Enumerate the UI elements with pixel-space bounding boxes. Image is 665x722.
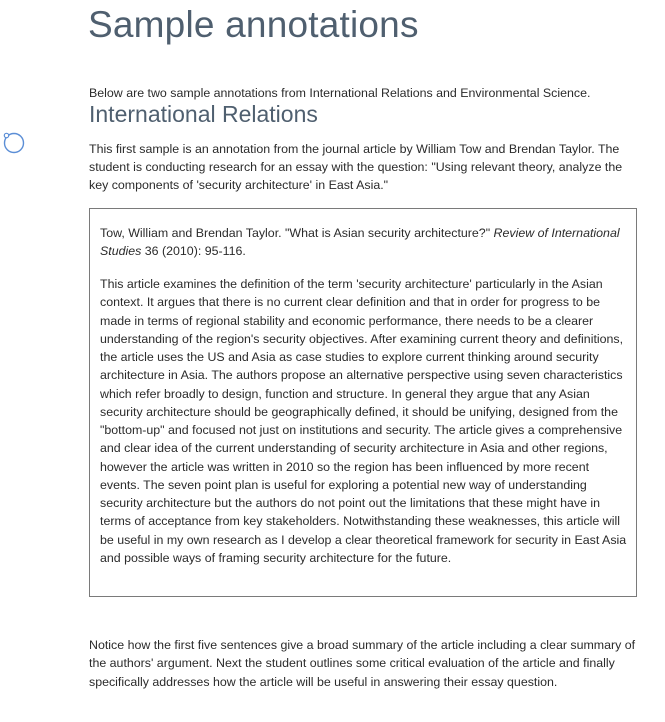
citation-authors-title: Tow, William and Brendan Taylor. "What is Asian security architecture?" xyxy=(100,226,494,240)
section-intro: This first sample is an annotation from the journal article by William Tow and Brendan Taylor. The student is conducting research for an essay with the question: "Using relevant theory, analyze the key components of 'security architecture' in East Asia." xyxy=(89,142,623,193)
citation-details: 36 (2010): 95-116. xyxy=(141,244,246,259)
annotation-box xyxy=(89,208,637,597)
closing-paragraph: Notice how the first five sentences give a broad summary of the article including a clear summary of the authors' argument. Next the student outlines some critical evaluation of the article and finally specifically addresses how the article will be useful in answering their essay question. xyxy=(89,638,636,689)
page-title: Sample annotations xyxy=(88,4,419,45)
citation xyxy=(100,224,626,260)
citation-journal: Review of International Studies xyxy=(100,226,620,259)
section-heading: International Relations xyxy=(89,101,318,127)
annotation-body: This article examines the definition of the term 'security architecture' particularly in the Asian context. It argues that there is no current clear definition and that in order for progress to be made in terms of regional stability and economic performance, there needs to be a clearer understanding of the region's security objectives. After examining current theory and definitions, the article uses the US and Asia as case studies to explore current thinking around security architecture in Asia. The authors propose an alternative perspective using seven characteristics which refer broadly to design, function and structure. In general they argue that any Asian security architecture should be geographically defined, it should be unifying, designed from the "bottom-up" and focused not just on institutions and security. The article gives a comprehensive and clear idea of the current understanding of security architecture in Asia and other regions, however the article was written in 2010 so the region has been influenced by more recent events. The seven point plan is useful for exploring a potential new way of understanding security architecture but the authors do not point out the limitations that these might have in terms of acceptance from key stakeholders. Notwithstanding these weaknesses, this article will be useful in my own research as I develop a clear theoretical framework for security in East Asia and possible ways of framing security architecture for the future. xyxy=(100,277,627,565)
page-intro: Below are two sample annotations from International Relations and Environmental Science. xyxy=(89,86,591,101)
pointer-cursor-icon xyxy=(2,131,26,155)
